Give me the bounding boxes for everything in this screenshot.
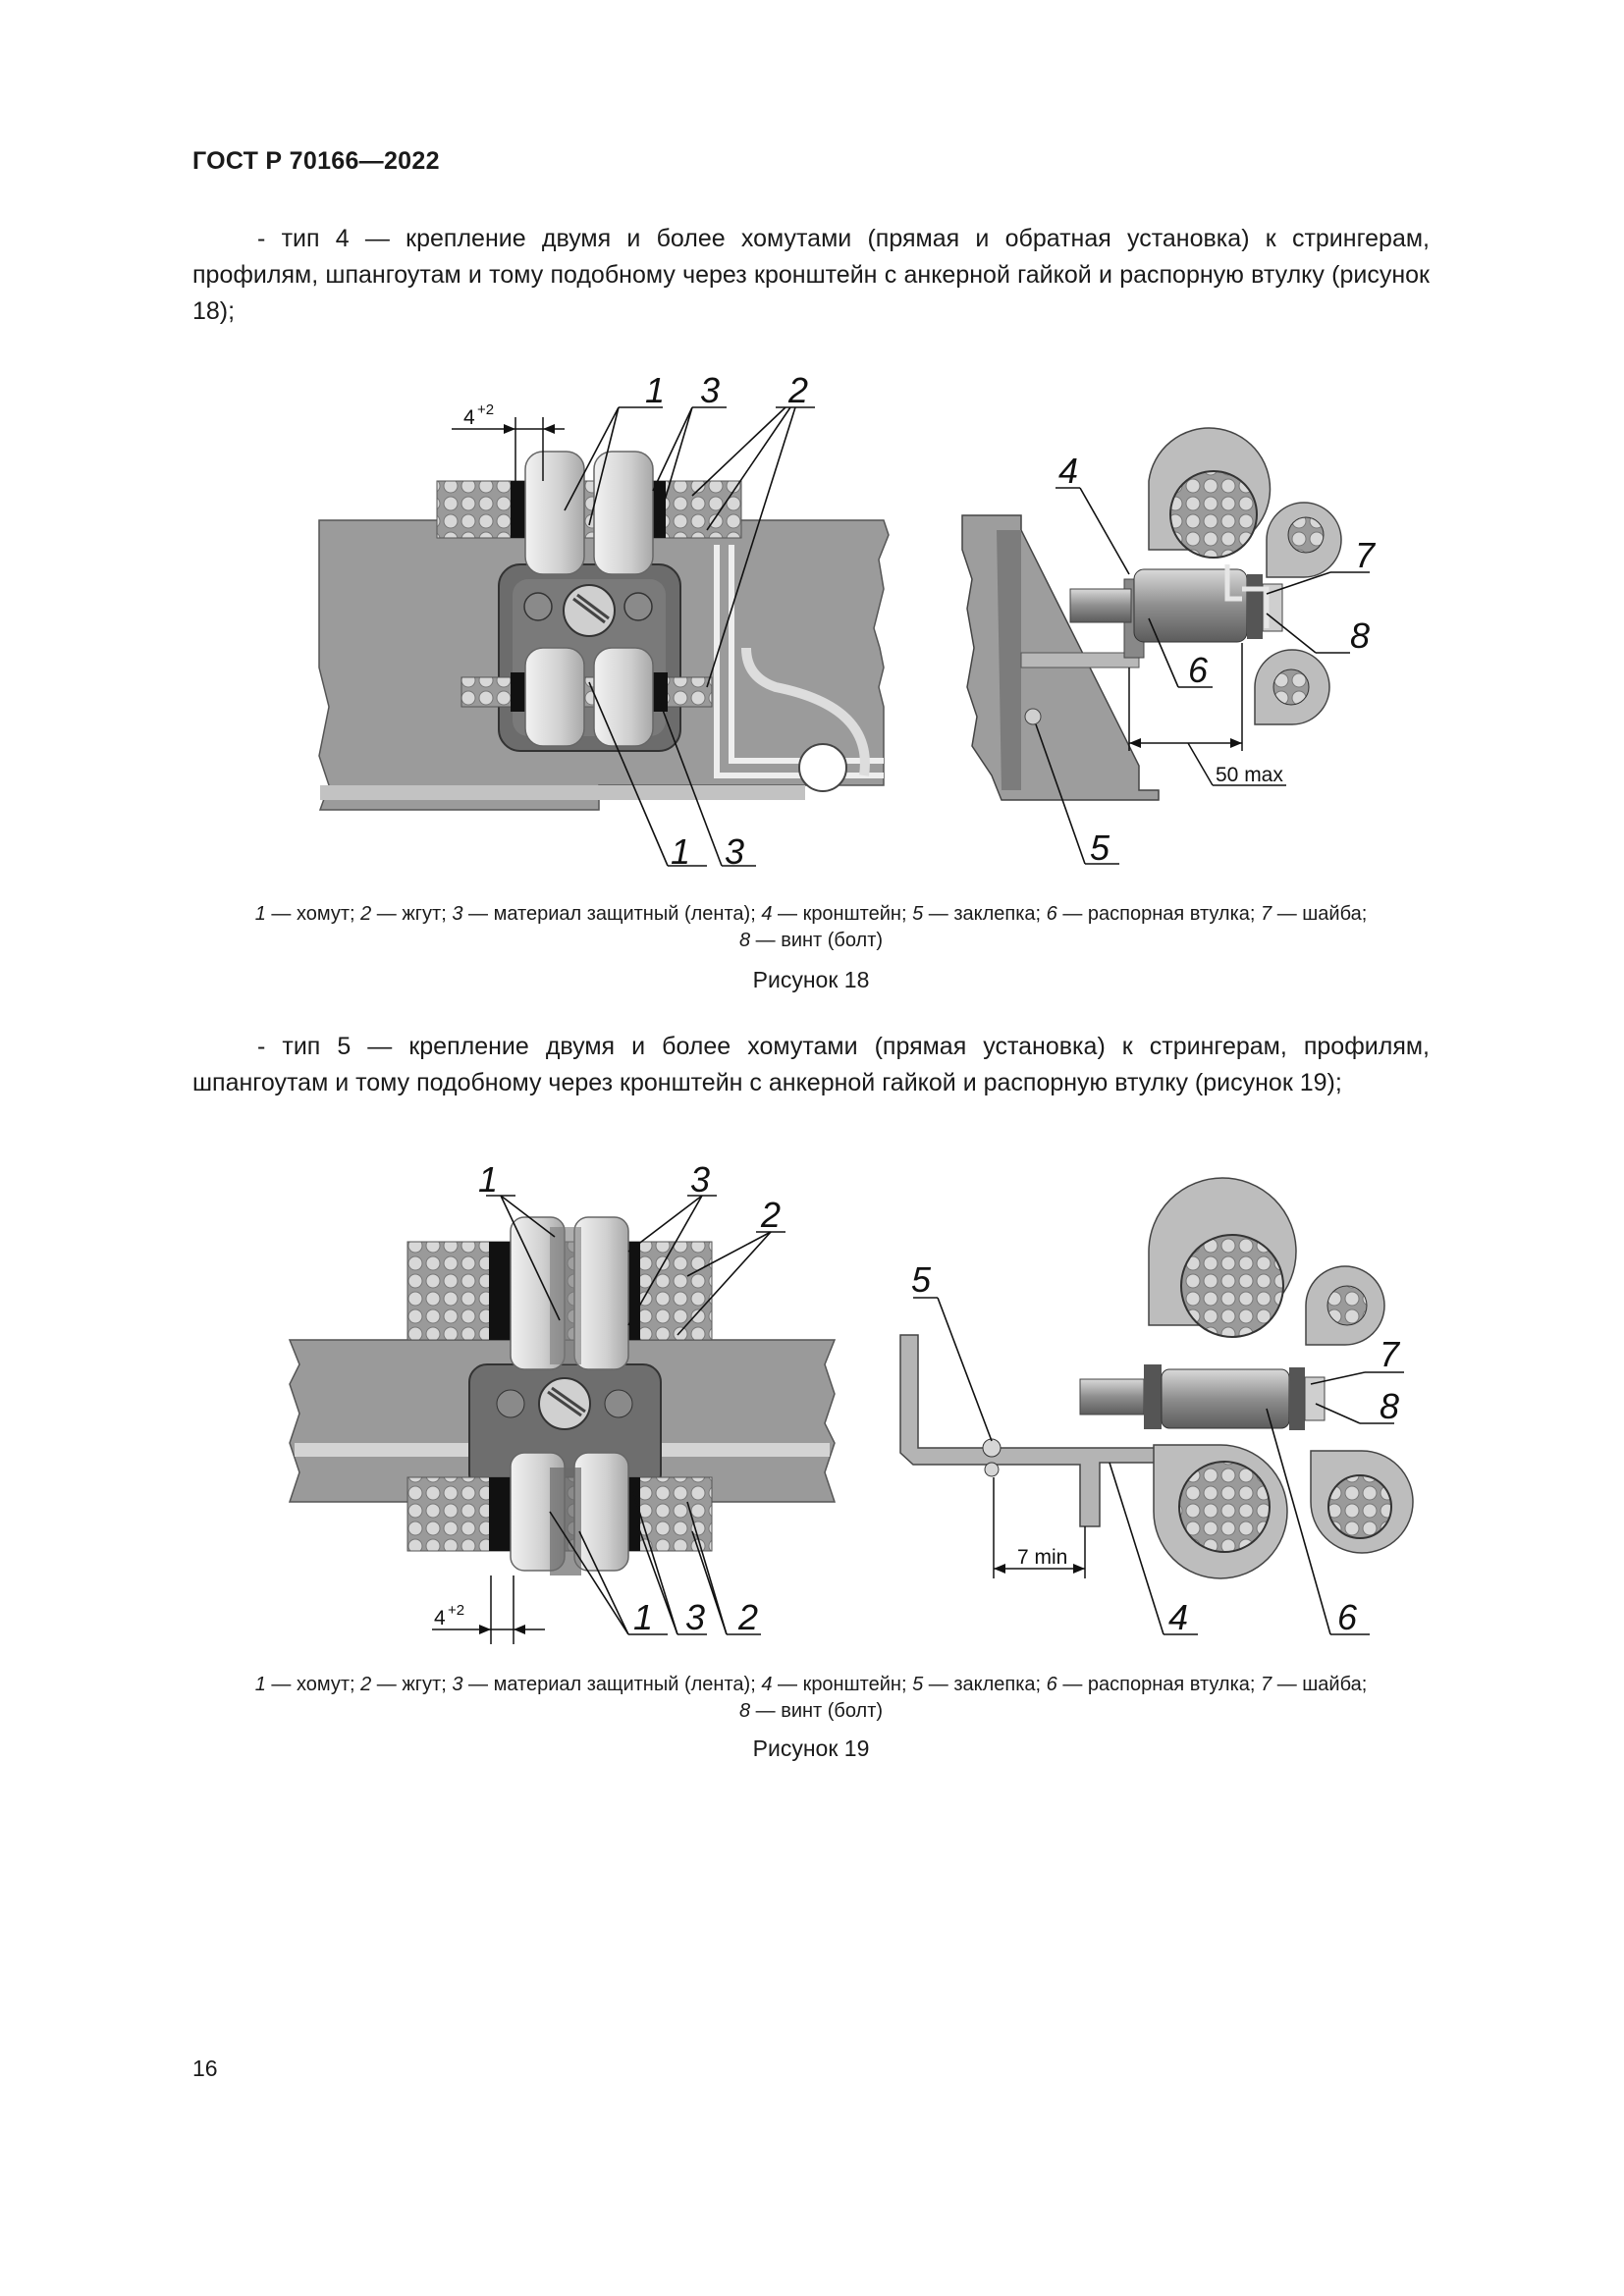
fig18-callout-6: 6 — [1188, 650, 1209, 690]
legend-line-2: 8 — винт (болт) — [738, 930, 884, 951]
legend-line-1: 1 — хомут; 2 — жгут; 3 — материал защитный (лента); 4 — кронштейн; 5 — заклепка; 6 — распорная втулка; 7 — шайба; — [254, 1674, 1368, 1695]
figure-19-title: Рисунок 19 — [752, 1735, 870, 1761]
page-number: 16 — [192, 2056, 218, 2081]
fig19-callout-3-lower: 3 — [685, 1597, 706, 1637]
fig18-callout-7: 7 — [1355, 535, 1376, 575]
fig18-callout-1: 1 — [645, 370, 666, 410]
figure-19 — [275, 1148, 1400, 1639]
fig18-callout-2: 2 — [788, 370, 809, 410]
figure-18-title: Рисунок 18 — [752, 967, 870, 992]
fig18-callout-3-lower: 3 — [725, 831, 745, 872]
fig18-dim-max: 50 max — [1216, 764, 1283, 786]
fig19-right-view — [900, 1178, 1413, 1637]
document-header: ГОСТ Р 70166—2022 — [192, 147, 440, 175]
fig18-callout-5: 5 — [1090, 828, 1110, 868]
fig19-dim-gap: 4 — [434, 1607, 446, 1629]
fig18-dim-gap-sup: +2 — [477, 401, 495, 418]
fig19-callout-8: 8 — [1380, 1386, 1400, 1426]
paragraph-type-5: - тип 5 — крепление двумя и более хомутами (прямая установка) к стрингерам, профилям, шпангоутам и тому подобному через кронштейн с анкерной гайкой и распорную втулку (рисунок 19); — [192, 1033, 1430, 1096]
fig18-dim-gap: 4 — [463, 406, 475, 429]
fig19-left-view — [290, 1159, 835, 1644]
fig19-dim-min: 7 min — [1017, 1546, 1068, 1569]
fig19-callout-4: 4 — [1168, 1597, 1189, 1637]
figure-19-legend — [192, 1672, 1430, 1725]
fig18-callout-3: 3 — [700, 370, 721, 410]
legend-line-2: 8 — винт (болт) — [738, 1700, 884, 1722]
fig19-callout-2-lower: 2 — [738, 1597, 759, 1637]
fig18-left-view — [319, 370, 889, 872]
fig19-callout-1: 1 — [478, 1159, 499, 1200]
fig18-callout-8: 8 — [1350, 615, 1371, 656]
figure-18-legend — [192, 901, 1430, 954]
fig18-right-view — [962, 428, 1377, 868]
fig19-callout-6: 6 — [1337, 1597, 1358, 1637]
fig18-callout-4: 4 — [1058, 451, 1079, 491]
fig19-dim-gap-sup: +2 — [448, 1602, 465, 1619]
fig19-callout-1-lower: 1 — [633, 1597, 654, 1637]
fig18-callout-1-lower: 1 — [671, 831, 691, 872]
figure-18 — [295, 363, 1376, 883]
paragraph-type-4: - тип 4 — крепление двумя и более хомутами (прямая и обратная установка) к стрингерам, профилям, шпангоутам и тому подобному через кронштейн с анкерной гайкой и распорную втулку (рисунок 18); — [192, 225, 1430, 325]
fig19-callout-2: 2 — [761, 1195, 782, 1235]
fig19-callout-7: 7 — [1380, 1334, 1400, 1374]
legend-line-1: 1 — хомут; 2 — жгут; 3 — материал защитный (лента); 4 — кронштейн; 5 — заклепка; 6 — распорная втулка; 7 — шайба; — [254, 903, 1368, 925]
fig19-callout-3: 3 — [690, 1159, 711, 1200]
fig19-callout-5: 5 — [911, 1259, 932, 1300]
